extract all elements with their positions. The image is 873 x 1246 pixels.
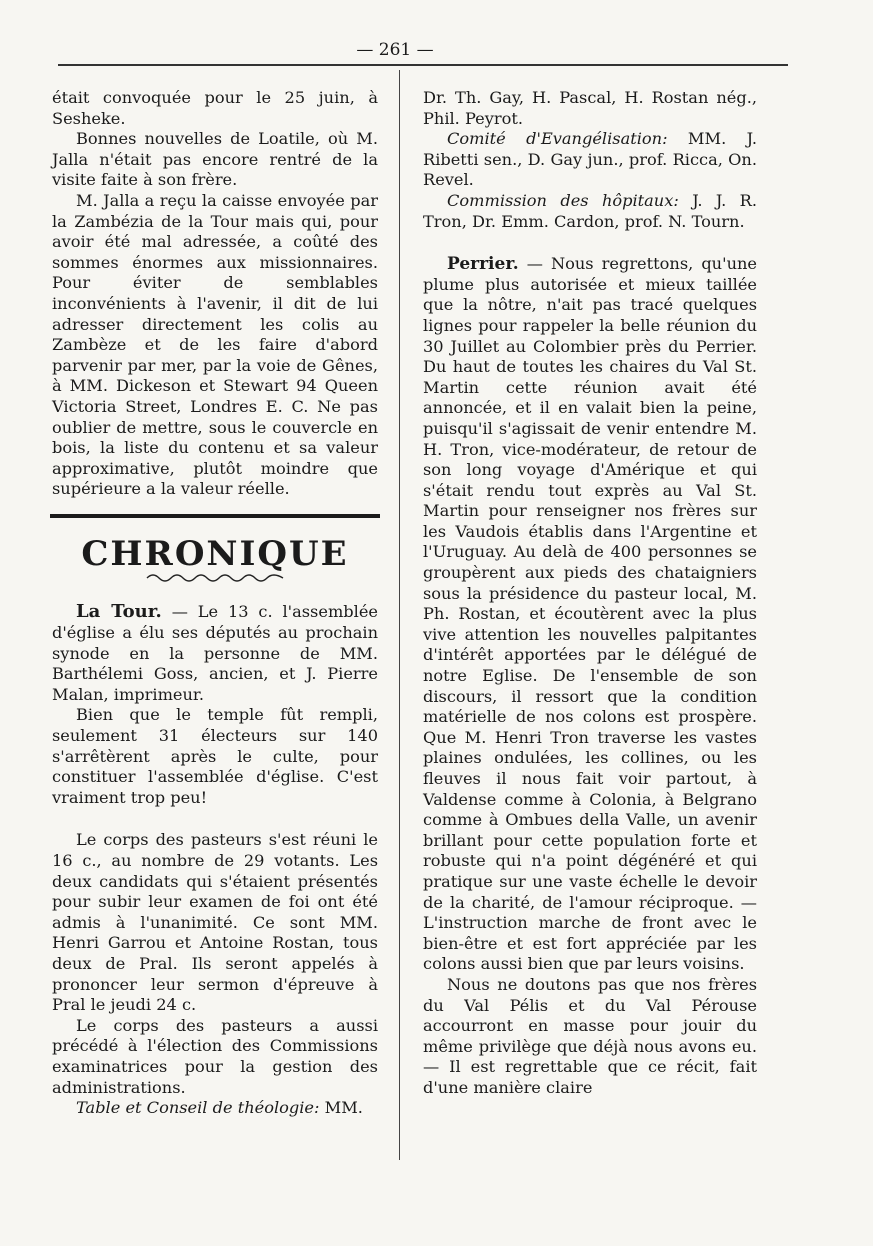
place-label: La Tour. (76, 601, 162, 623)
paragraph (423, 129, 757, 191)
paragraph (52, 602, 378, 705)
paragraph: Dr. Th. Gay, H. Pascal, H. Rostan nég., Phil. Peyrot. (423, 88, 757, 128)
committee-label: Commission des hôpitaux: (447, 190, 679, 210)
flourish-ornament (145, 572, 285, 584)
paragraph (423, 191, 757, 232)
paragraph: Bonnes nouvelles de Loatile, où M. Jalla n'était pas encore rentré de la visite faite à son frère. (52, 129, 378, 190)
paragraph-text: MM. (319, 1098, 363, 1118)
section-heading: CHRONIQUE (81, 533, 349, 574)
paragraph (52, 1098, 378, 1119)
section-rule (50, 514, 380, 518)
left-column (52, 88, 378, 1119)
paragraph: Le corps des pasteurs a aussi précédé à l'élection des Commissions examinatrices pour la gestion des administrations. (52, 1015, 378, 1097)
committee-label: Comité d'Evangélisation: (447, 129, 668, 149)
page-number: — 261 — (356, 40, 434, 60)
paragraph: était convoquée pour le 25 juin, à Sesheke. (52, 88, 378, 128)
paragraph: M. Jalla a reçu la caisse envoyée par la Zambézia de la Tour mais qui, pour avoir été mal adressée, a coûté des sommes énormes aux missionnaires. Pour éviter de semblables inconvénients à l'avenir, il dit de lui adresser directement les colis au Zambèze et de les faire d'abord parvenir par mer, par la voie de Gênes, à MM. Dickeson et Stewart 94 Queen Victoria Street, Londres E. C. Ne pas oublier de mettre, sous le couvercle en bois, la liste du contenu et sa valeur approximative, plutôt moindre que supérieure a la valeur réelle. (52, 190, 378, 499)
paragraph-text: J. J. R. Tron, Dr. Emm. Cardon, prof. N. Tourn. (423, 190, 757, 231)
paragraph (423, 254, 757, 975)
paragraph-text: MM. J. Ribetti sen., D. Gay jun., prof. Ricca, On. Revel. (423, 129, 757, 190)
paragraph: Le corps des pasteurs s'est réuni le 16 c., au nombre de 29 votants. Les deux candidats qui s'étaient présentés pour subir leur examen de foi ont été admis à l'unanimité. Ce sont MM. Henri Garrou et Antoine Rostan, tous deux de Pral. Ils seront appelés à prononcer leur sermon d'épreuve à Pral le jeudi 24 c. (52, 830, 378, 1015)
committee-label: Table et Conseil de théologie: (76, 1098, 320, 1118)
paragraph-text: — Le 13 c. l'assemblée d'église a élu ses députés au prochain synode en la personne de MM. Barthélemi Goss, ancien, et J. Pierre Malan, imprimeur. (52, 602, 378, 704)
paragraph-text: — Nous regrettons, qu'une plume plus autorisée et mieux taillée que la nôtre, n'ait pas tracé quelques lignes pour rappeler la belle réunion du 30 Juillet au Colombier près du Perrier. Du haut de toutes les chaires du Val St. Martin cette réunion avait été annoncée, et il en valait bien la peine, puisqu'il s'agissait de venir entendre M. H. Tron, vice-modérateur, de retour de son long voyage d'Amérique et qui s'était rendu tout exprès au Val St. Martin pour renseigner nos frères sur les Vaudois établis dans l'Argentine et l'Uruguay. Au delà de 400 personnes se groupèrent aux pieds des chataigniers sous la présidence du pasteur local, M. Ph. Rostan, et écoutèrent avec la plus vive attention les nouvelles palpitantes d'intérêt apportées par le délégué de notre Eglise. De l'ensemble de son discours, il ressort que la condition matérielle de nos colons est prospère. Que M. Henri Tron traverse les vastes plaines ondulées, les collines, ou les fleuves il nous fait voir partout, à Valdense comme à Colonia, à Belgrano comme à Ombues della Valle, un avenir brillant pour cette population forte et robuste qui n'a point dégénéré et qui pratique sur une vaste échelle le devoir de la charité, de l'amour réciproque. — L'instruction marche de front avec le bien-être et est fort appréciée par les colons aussi bien que par leurs voisins. (423, 254, 757, 974)
place-label: Perrier. (447, 254, 519, 275)
paragraph: Nous ne doutons pas que nos frères du Val Pélis et du Val Pérouse accourront en masse pour jouir du même privilège que déjà nous avons eu. — Il est regrettable que ce récit, fait d'une manière claire (423, 974, 757, 1097)
column-divider (399, 70, 400, 1160)
header-rule (58, 64, 788, 66)
right-column (423, 88, 757, 1099)
paragraph: Bien que le temple fût rempli, seulement 31 électeurs sur 140 s'arrêtèrent après le culte, pour constituer l'assemblée d'église. C'est vraiment trop peu! (52, 705, 378, 807)
